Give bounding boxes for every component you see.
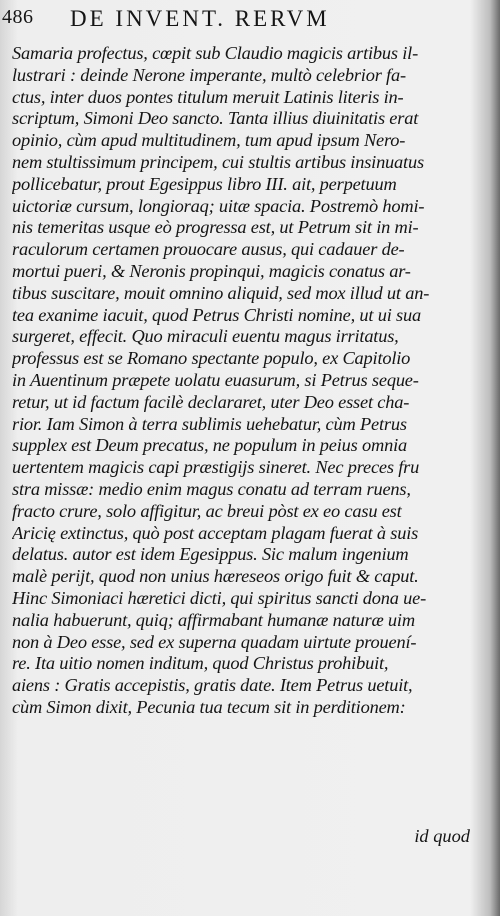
text-line: supplex est Deum precatus, ne populum in peius omnia — [12, 435, 407, 456]
catchword: id quod — [414, 826, 470, 846]
page-number: 486 — [2, 6, 34, 28]
text-line: Aricię extinctus, quò post acceptam plagam fuerat à suis — [12, 522, 419, 543]
text-line: nem stultissimum principem, cui stultis artibus insinuatus — [12, 151, 424, 172]
text-line: uictoriæ cursum, longioraq; uitæ spacia. Postremò homi- — [12, 195, 425, 216]
text-line: surgeret, effecit. Quo miraculi euentu magus irritatus, — [12, 326, 399, 347]
text-line: uertentem magicis capi præstigijs sineret. Nec preces fru — [12, 457, 420, 478]
text-line: in Auentinum præpete uolatu euasurum, si Petrus seque- — [12, 369, 419, 390]
text-line: pollicebatur, prout Egesippus libro III. ait, perpetuum — [12, 173, 397, 194]
text-line: professus est se Romano spectante populo, ex Capitolio — [12, 348, 411, 369]
text-line: scriptum, Simoni Deo sancto. Tanta illius diuinitatis erat — [12, 108, 419, 129]
body-text — [12, 43, 474, 719]
text-line: retur, ut id factum facilè declararet, uter Deo esset cha- — [12, 391, 410, 412]
text-line: lustrari : deinde Nerone imperante, multò celebrior fa- — [12, 64, 406, 85]
page-header — [0, 6, 470, 36]
text-line: ctus, inter duos pontes titulum meruit Latinis literis in- — [12, 86, 404, 107]
text-line: fracto crure, solo affigitur, ac breui pòst ex eo casu est — [12, 500, 402, 521]
text-line: rior. Iam Simon à terra sublimis uehebatur, cùm Petrus — [12, 413, 407, 434]
text-line: cùm Simon dixit, Pecunia tua tecum sit in perditionem: — [12, 696, 406, 717]
text-line: stra missæ: medio enim magus conatu ad terram ruens, — [12, 478, 411, 499]
text-line: aiens : Gratis accepistis, gratis date. Item Petrus uetuit, — [12, 675, 413, 696]
text-line: nalia habuerunt, quiq; affirmabant humanæ naturæ uim — [12, 609, 415, 630]
text-line: non à Deo esse, sed ex superna quadam uirtute prouení- — [12, 631, 417, 652]
text-line: tibus suscitare, mouit omnino aliquid, sed mox illud ut an- — [12, 282, 430, 303]
text-line: delatus. autor est idem Egesippus. Sic malum ingenium — [12, 544, 409, 565]
text-line: Samaria profectus, cœpit sub Claudio magicis artibus il- — [12, 43, 419, 63]
text-line: opinio, cùm apud multitudinem, tum apud ipsum Nero- — [12, 130, 406, 151]
text-line: tea exanime iacuit, quod Petrus Christi nomine, ut ui sua — [12, 304, 421, 325]
text-line: re. Ita uitio nomen inditum, quod Christus prohibuit, — [12, 653, 389, 674]
text-line: Hinc Simoniaci hæretici dicti, qui spiritus sancti dona ue- — [12, 587, 427, 608]
text-line: nis temeritas usque eò progressa est, ut Petrum sit in mi- — [12, 217, 419, 238]
text-line: mortui pueri, & Neronis propinqui, magicis conatus ar- — [12, 260, 411, 281]
text-line: raculorum certamen prouocare ausus, qui cadauer de- — [12, 239, 405, 260]
running-head: DE INVENT. RERVM — [70, 6, 330, 31]
text-line: malè perijt, quod non unius hæreseos origo fuit & caput. — [12, 566, 419, 587]
